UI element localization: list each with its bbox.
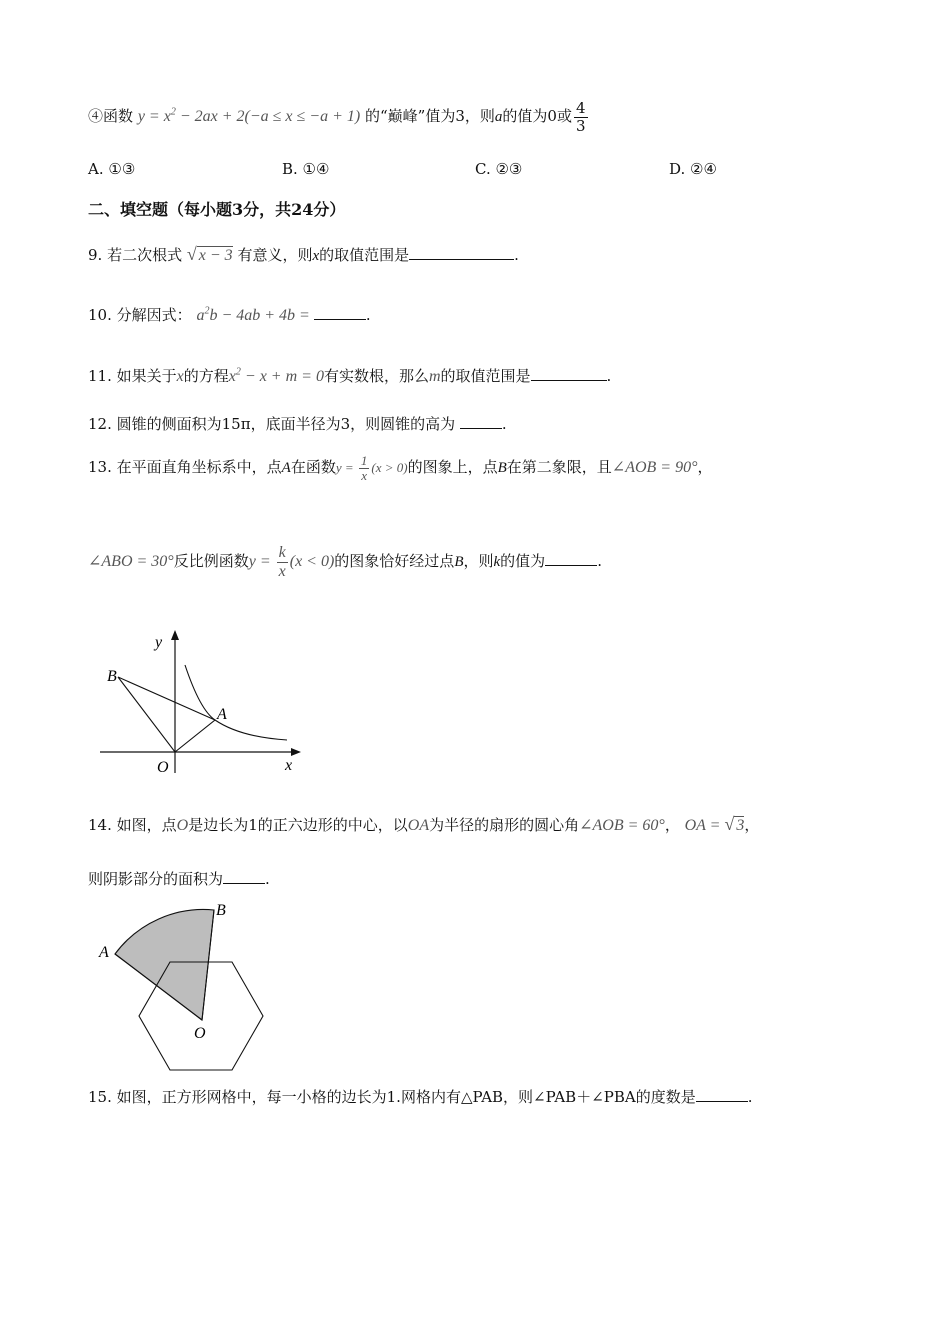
- q14-mid2: 为半径的扇形的圆心角: [429, 816, 580, 834]
- q13-angle-aob: ∠AOB = 90°: [611, 458, 698, 476]
- item-4-formula: $y = x^2 - 2ax + 2(-a \le x \le -a + 1)$: [137, 106, 361, 125]
- option-a: A. ①③: [88, 160, 136, 178]
- q12-text: 圆锥的侧面积为15π，底面半径为3，则圆锥的高为: [116, 415, 456, 433]
- q15-answer-blank[interactable]: [696, 1087, 748, 1102]
- q13-line2-mid2: 的图象恰好经过点: [334, 551, 455, 570]
- q15-text: 如图，正方形网格中，每一小格的边长为1.网格内有△PAB，则∠PAB＋∠PBA的度数是: [116, 1088, 696, 1106]
- q13-line1-pre: 在平面直角坐标系中，点: [116, 457, 282, 476]
- q9-number: 9.: [88, 246, 103, 264]
- q14-mid1: 是边长为1的正六边形的中心，以: [188, 816, 408, 834]
- x-axis-arrow: [291, 748, 301, 756]
- item-4-var-a: a: [494, 109, 503, 125]
- fig13-label-x: x: [285, 757, 293, 774]
- q13-number: 13.: [88, 457, 112, 476]
- question-13-line-2: ∠ABO = 30°反比例函数y = $\frac{k}{x}$ (x < 0)的图象恰好经过点B，则k的值为 .: [88, 544, 602, 580]
- q15-number: 15.: [88, 1088, 112, 1106]
- figure-13: [95, 625, 315, 780]
- fig14-label-a: A: [99, 944, 109, 961]
- triangle-abo: [118, 677, 215, 752]
- item-4-suffix: 的“巅峰”值为3，则: [365, 107, 495, 125]
- q14-answer-blank[interactable]: [223, 869, 265, 884]
- fig13-label-o: O: [157, 759, 169, 776]
- item-4-tail: 的值为0或: [502, 107, 572, 125]
- q13-angle-abo: ∠ABO = 30°: [88, 552, 174, 570]
- q14-var-o: O: [176, 817, 189, 834]
- q13-point-b: B: [497, 459, 507, 476]
- fig14-label-o: O: [194, 1025, 206, 1042]
- fig14-label-b: B: [216, 902, 226, 919]
- option-d: D. ②④: [669, 160, 717, 178]
- q14-number: 14.: [88, 816, 112, 834]
- question-9: 9. 若二次根式 √ x − 3 有意义，则x的取值范围是 .: [88, 244, 519, 264]
- y-axis-arrow: [171, 630, 179, 640]
- q14-oa-equation: OA = √ 3: [684, 814, 745, 834]
- q11-equation: $x^2 - x + m = 0$: [228, 366, 324, 385]
- figure-14: [95, 895, 280, 1075]
- q13-var-k: k: [493, 553, 501, 570]
- q13-line1-post: 在第二象限，且: [506, 457, 612, 476]
- q13-function-1: y = $\frac{1}{x}$ (x > 0): [335, 453, 408, 484]
- q11-var-x: x: [176, 368, 184, 385]
- q9-answer-blank[interactable]: [409, 245, 514, 260]
- question-15: 15. 如图，正方形网格中，每一小格的边长为1.网格内有△PAB，则∠PAB＋∠PBA的度数是 .: [88, 1088, 753, 1106]
- fig13-label-y: y: [155, 634, 163, 651]
- q11-mid1: 的方程: [183, 367, 229, 385]
- option-b: B. ①④: [282, 160, 330, 178]
- q14-angle: ∠AOB = 60°: [579, 817, 665, 834]
- question-14-line-2: 则阴影部分的面积为 .: [88, 870, 270, 888]
- q11-pre: 如果关于: [116, 367, 177, 385]
- q11-var-m: m: [428, 368, 441, 385]
- question-13-line-1: 13. 在平面直角坐标系中，点A在函数y = $\frac{1}{x}$ (x > 0)的图象上，点B在第二象限，且∠AOB = 90°，: [88, 453, 713, 484]
- q14-pre: 如图，点: [116, 816, 177, 834]
- q13-point-a: A: [281, 459, 291, 476]
- q13-line2-post: 的值为: [500, 551, 546, 570]
- question-11: 11. 如果关于x的方程$x^2 - x + m = 0$有实数根，那么m的取值范围是 .: [88, 366, 612, 385]
- q9-post: 的取值范围是: [319, 246, 410, 264]
- question-10: 10. 分解因式： $a^2b - 4ab + 4b$ = .: [88, 305, 371, 324]
- q10-expression: $a^2b - 4ab + 4b$ =: [196, 305, 314, 324]
- q10-number: 10.: [88, 306, 112, 324]
- q13-line2-mid3: ，则: [463, 551, 494, 570]
- q11-answer-blank[interactable]: [531, 366, 607, 381]
- q11-number: 11.: [88, 367, 112, 385]
- section-2-title: 二、填空题（每小题3分，共24分）: [88, 200, 346, 219]
- q10-pre: 分解因式：: [116, 306, 192, 324]
- q11-mid2: 有实数根，那么: [323, 367, 429, 385]
- q13-line1-mid: 在函数: [290, 457, 336, 476]
- q13-answer-blank[interactable]: [545, 551, 597, 566]
- q13-line1-mid2: 的图象上，点: [407, 457, 498, 476]
- item-4-prefix: 函数: [103, 107, 134, 125]
- q9-pre: 若二次根式: [107, 246, 183, 264]
- q13-point-b-2: B: [454, 553, 464, 570]
- question-14-line-1: 14. 如图，点O是边长为1的正六边形的中心，以OA为半径的扇形的圆心角∠AOB = 60°， OA = √ 3，: [88, 814, 760, 834]
- q9-mid: 有意义，则: [237, 246, 313, 264]
- fig13-label-b: B: [107, 668, 117, 685]
- option-c: C. ②③: [475, 160, 523, 178]
- question-12: 12. 圆锥的侧面积为15π，底面半径为3，则圆锥的高为 .: [88, 415, 507, 433]
- q9-radical: √ x − 3: [186, 244, 233, 264]
- fig13-label-a: A: [217, 706, 227, 723]
- q12-number: 12.: [88, 415, 112, 433]
- item-4: [88, 100, 590, 134]
- q11-post: 的取值范围是: [440, 367, 531, 385]
- item-4-marker: ④: [88, 107, 104, 125]
- q14-line2: 则阴影部分的面积为: [88, 870, 224, 888]
- q13-line2-mid: 反比例函数: [173, 551, 249, 570]
- q13-function-2: y = $\frac{k}{x}$ (x < 0): [248, 544, 335, 580]
- hyperbola-curve: [185, 665, 287, 740]
- q10-answer-blank[interactable]: [314, 305, 366, 320]
- item-4-fraction: $\frac{4}{3}$: [575, 99, 586, 135]
- q14-var-oa: OA: [407, 817, 430, 834]
- q12-answer-blank[interactable]: [460, 414, 502, 429]
- q9-var: x: [312, 248, 320, 264]
